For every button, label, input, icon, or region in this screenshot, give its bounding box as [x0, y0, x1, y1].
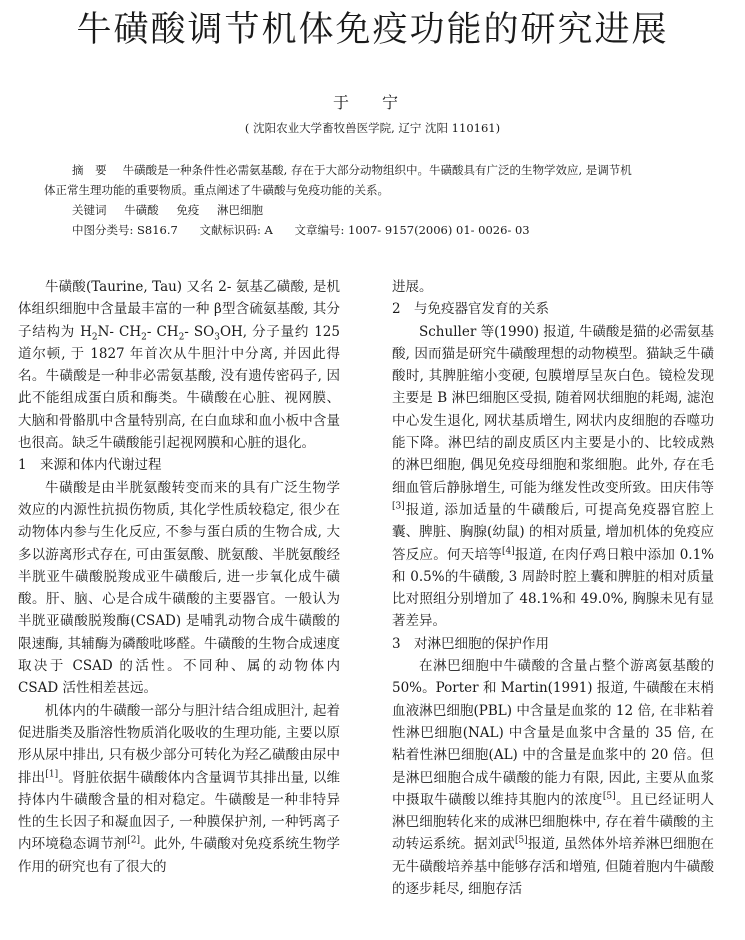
- citation-ref: [1]: [45, 769, 59, 780]
- abstract-text-1: 牛磺酸是一种条件性必需氨基酸, 存在于大部分动物组织中。牛磺酸具有广泛的生物学效应, 是调节机: [122, 163, 632, 177]
- citation-ref: [3]: [392, 501, 405, 512]
- keyword: 免疫: [176, 203, 200, 217]
- citation-ref: [2]: [127, 835, 141, 846]
- keyword: 淋巴细胞: [216, 203, 263, 217]
- section-heading-2: 2 与免疫器官发育的关系: [392, 301, 549, 318]
- right-column: [392, 276, 714, 900]
- clc-number: 中图分类号: S816.7: [72, 223, 178, 237]
- abstract-line-1: [44, 160, 704, 180]
- author-name: 于 宁: [332, 93, 413, 112]
- article-number: 文章编号: 1007- 9157(2006) 01- 0026- 03: [294, 223, 530, 237]
- section-heading-1: 1 来源和体内代谢过程: [18, 457, 162, 474]
- keywords-line: [44, 200, 704, 220]
- author-affiliation: ( 沈阳农业大学畜牧兽医学院, 辽宁 沈阳 110161): [244, 121, 501, 135]
- paragraph-continued: 进展。: [392, 279, 433, 295]
- paragraph-source: 牛磺酸是由半胱氨酸转变而来的具有广泛生物学效应的内源性抗损伤物质, 其化学性质较稳定, 很少在动物体内参与生化反应, 不参与蛋白质的生物合成, 大多以游离形式存在, 可由蛋氨酸、胱氨酸、半胱氨酸经半胱亚牛磺酸脱羧成亚牛磺酸后, 进一步氧化成牛磺酸。肝、脑、心是合成牛磺酸的主要器官。一般认为半胱亚磺酸脱羧酶(CSAD) 是哺乳动物合成牛磺酸的限速酶, 其辅酶为磷酸吡哆醛。牛磺酸的生物合成速度取决于 CSAD 的活性。不同种、属的动物体内 CSAD 活性相差甚远。: [18, 479, 340, 697]
- citation-ref: [5]: [602, 791, 616, 802]
- paragraph-intro: 牛磺酸(Taurine, Tau) 又名 2- 氨基乙磺酸, 是机体组织细胞中含量最丰富的一种 β型含硫氨基酸, 其分子结构为 $H_2N-$ $CH_2-$ $CH_2-$ $SO_3OH$, 分子量约 125 道尔顿, 于 1827 年首次从牛胆汁中分离, 并因此得名。牛磺酸是一种非必需氨基酸, 没有遗传密码子, 因此不能组成蛋白质和酶类。牛磺酸在心脏、视网膜、大脑和骨骼肌中含量特别高, 在白血球和血小板中含量也很高。缺乏牛磺酸能引起视网膜和心脏的退化。: [18, 279, 340, 452]
- abstract-label: 摘 要: [72, 163, 111, 177]
- abstract-block: [44, 160, 704, 240]
- paragraph-lymphocytes: 在淋巴细胞中牛磺酸的含量占整个游离氨基酸的 50%。Porter 和 Martin(1991) 报道, 牛磺酸在末梢血液淋巴细胞(PBL) 中含量是血浆的 12 倍, 在非粘着性淋巴细胞(NAL) 中含量是血浆中含量的 35 倍, 在粘着性淋巴细胞(AL) 中的含量是血浆中的 20 倍。但是淋巴细胞合成牛磺酸的能力有限, 因此, 主要从血浆中摄取牛磺酸以维持其胞内的浓度[5]。且已经证明人淋巴细胞转化来的成淋巴细胞株中, 存在着牛磺酸的主动转运系统。据刘武[5]报道, 虽然体外培养淋巴细胞在无牛磺酸培养基中能够存活和增殖, 但随着胞内牛磺酸的逐步耗尽, 细胞存活: [392, 658, 715, 898]
- paper-title: 牛磺酸调节机体免疫功能的研究进展: [76, 10, 669, 50]
- keywords-label: 关键词: [72, 203, 107, 217]
- document-code: 文献标识码: A: [199, 223, 273, 237]
- abstract-line-2: 体正常生理功能的重要物质。重点阐述了牛磺酸与免疫功能的关系。: [44, 183, 389, 197]
- keyword: 牛磺酸: [124, 203, 159, 217]
- paragraph-organs: Schuller 等(1990) 报道, 牛磺酸是猫的必需氨基酸, 因而猫是研究牛磺酸理想的动物模型。猫缺乏牛磺酸时, 其脾脏缩小变硬, 包膜增厚呈灰白色。镜检发现主要是 B 淋巴细胞区受损, 随着网状细胞的耗竭, 滤泡中心发生退化, 网状基质增生, 网状内皮细胞的吞噬功能下降。淋巴结的副皮质区内主要是小的、比较成熟的淋巴细胞, 偶见免疫母细胞和浆细胞。此外, 存在毛细血管后静脉增生, 可能为继发性改变所致。田庆伟等[3]报道, 添加适量的牛磺酸后, 可提高免疫器官腔上囊、脾脏、胸腺(幼鼠) 的相对质量, 增加机体的免疫应答反应。何天培等[4]报道, 在肉仔鸡日粮中添加 0.1%和 0.5%的牛磺酸, 3 周龄时腔上囊和脾脏的相对质量比对照组分别增加了 48.1%和 49.0%, 胸腺未见有显著差异。: [392, 323, 715, 630]
- citation-ref: [5]: [514, 835, 528, 846]
- paragraph-metabolism: 机体内的牛磺酸一部分与胆汁结合组成胆汁, 起着促进脂类及脂溶性物质消化吸收的生理功能, 主要以原形从尿中排出, 只有极少部分可转化为羟乙磺酸由尿中排出[1]。肾脏依据牛磺酸体内含量调节其排出量, 以维持体内牛磺酸含量的相对稳定。牛磺酸是一种非特异性的生长因子和凝血因子, 一种膜保护剂, 一种钙离子内环境稳态调节剂[2]。此外, 牛磺酸对免疫系统生物学作用的研究也有了很大的: [18, 702, 340, 875]
- classification-line: [44, 220, 704, 240]
- citation-ref: [4]: [502, 546, 515, 557]
- left-column: [18, 276, 340, 878]
- section-heading-3: 3 对淋巴细胞的保护作用: [392, 635, 549, 652]
